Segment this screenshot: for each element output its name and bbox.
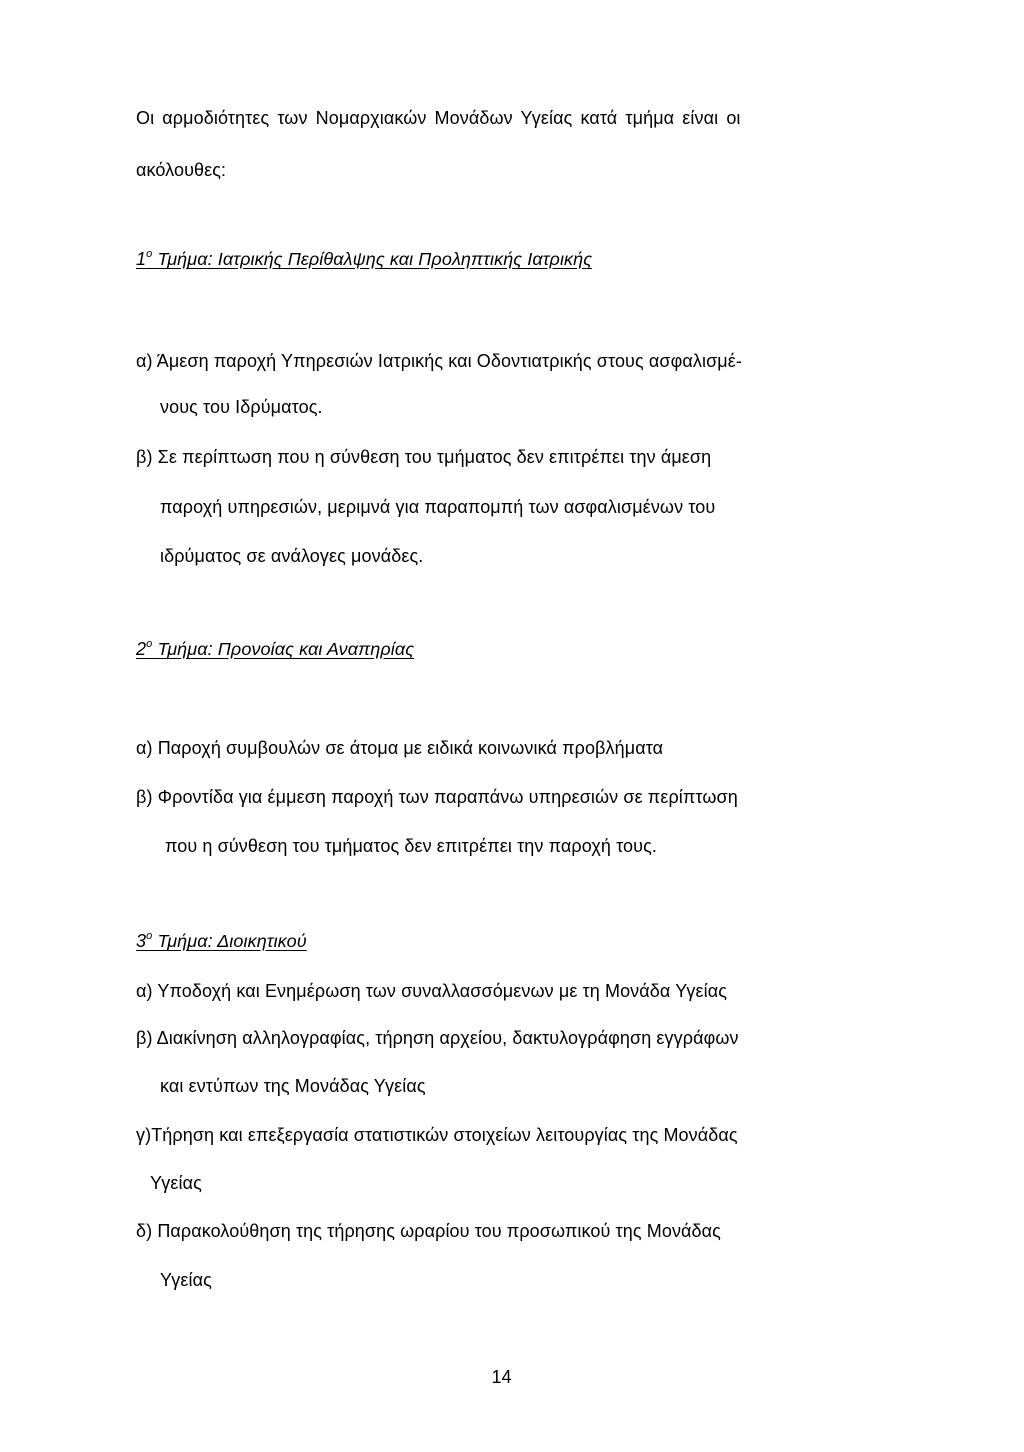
intro-line-2: ακόλουθες: <box>136 160 227 180</box>
section-heading-3 <box>136 930 307 952</box>
section-3-item-c-line-1: γ)Τήρηση και επεξεργασία στατιστικών στοιχείων λειτουργίας της Μονάδας <box>136 1125 738 1145</box>
section-3-item-d-line-2: Υγείας <box>160 1270 212 1290</box>
section-1-item-b-line-1: β) Σε περίπτωση που η σύνθεση του τμήματος δεν επιτρέπει την άμεση <box>136 447 712 467</box>
section-heading-1 <box>136 248 592 270</box>
section-ordinal: ο <box>146 248 153 260</box>
section-3-item-b-line-1: β) Διακίνηση αλληλογραφίας, τήρηση αρχείου, δακτυλογράφηση εγγράφων <box>136 1028 739 1048</box>
section-3-item-d-line-1: δ) Παρακολούθηση της τήρησης ωραρίου του προσωπικού της Μονάδας <box>136 1221 721 1241</box>
section-ordinal: ο <box>146 638 153 650</box>
section-number: 2 <box>136 639 147 659</box>
section-1-item-a-line-1: α) Άμεση παροχή Υπηρεσιών Ιατρικής και Οδοντιατρικής στους ασφαλισμέ- <box>136 351 742 371</box>
section-1-item-b-line-2: παροχή υπηρεσιών, μεριμνά για παραπομπή των ασφαλισμένων του <box>160 497 716 517</box>
section-2-item-a-line-1: α) Παροχή συμβουλών σε άτομα με ειδικά κοινωνικά προβλήματα <box>136 738 664 758</box>
section-2-item-b-line-1: β) Φροντίδα για έμμεση παροχή των παραπάνω υπηρεσιών σε περίπτωση <box>136 787 738 807</box>
section-3-item-c-line-2: Υγείας <box>150 1173 202 1193</box>
section-heading-2 <box>136 638 414 660</box>
section-title: Τμήμα: Διοικητικού <box>152 931 307 951</box>
section-3-item-b-line-2: και εντύπων της Μονάδας Υγείας <box>160 1076 426 1096</box>
section-title: Τμήμα: Ιατρικής Περίθαλψης και Προληπτικής Ιατρικής <box>152 249 593 269</box>
intro-line-1: Οι αρμοδιότητες των Νομαρχιακών Μονάδων Υγείας κατά τμήμα είναι οι <box>136 108 741 128</box>
page-number: 14 <box>491 1367 512 1387</box>
section-1-item-a-line-2: νους του Ιδρύματος. <box>160 397 323 417</box>
section-1-item-b-line-3: ιδρύματος σε ανάλογες μονάδες. <box>160 546 424 566</box>
section-title: Τμήμα: Προνοίας και Αναπηρίας <box>152 639 415 659</box>
section-2-item-b-line-2: που η σύνθεση του τμήματος δεν επιτρέπει την παροχή τους. <box>165 836 657 856</box>
section-number: 1 <box>136 249 147 269</box>
section-ordinal: ο <box>146 930 153 942</box>
section-3-item-a-line-1: α) Υποδοχή και Ενημέρωση των συναλλασσόμενων με τη Μονάδα Υγείας <box>136 981 728 1001</box>
section-number: 3 <box>136 931 147 951</box>
